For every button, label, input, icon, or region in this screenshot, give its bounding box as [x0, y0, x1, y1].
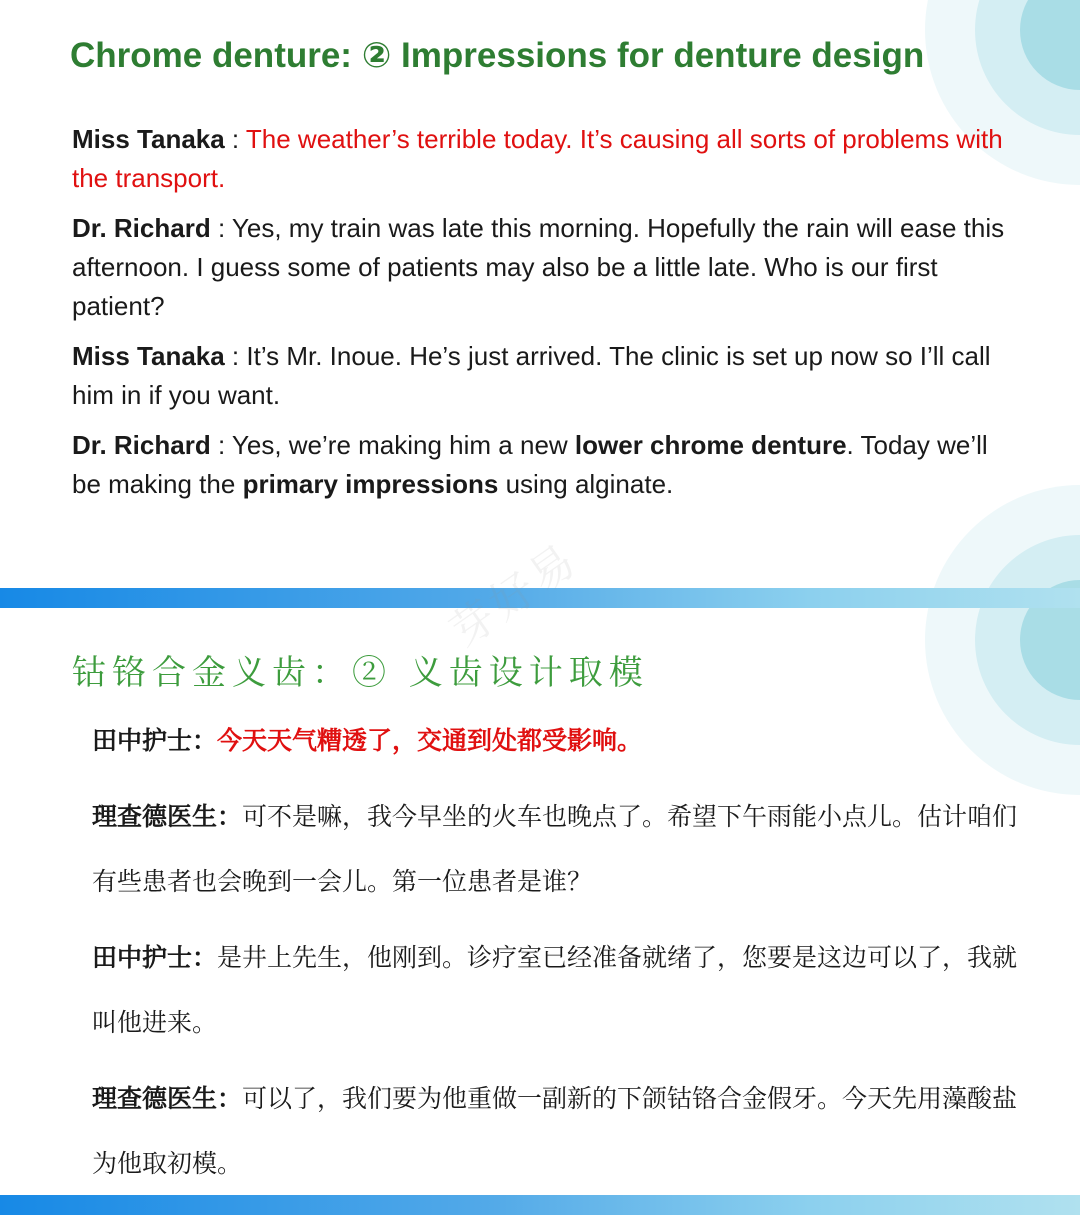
watermark: 芽好易 [440, 533, 589, 658]
speaker-separator: : [224, 341, 247, 371]
dialogue-line [92, 708, 1037, 773]
dialogue-text: It’s Mr. Inoue. He’s just arrived. The clinic is set up now so I’ll call him in if you want. [72, 341, 991, 410]
dialogue-line [92, 1066, 1037, 1196]
speaker-separator: : [224, 124, 246, 154]
speaker-name: 田中护士： [92, 943, 218, 972]
chinese-title: 钴铬合金义齿：② 义齿设计取模 [72, 653, 649, 693]
dialogue-text: 今天天气糟透了，交通到处都受影响。 [217, 726, 643, 755]
dialogue-line [72, 337, 1012, 415]
speaker-name: 理查德医生： [92, 802, 243, 831]
divider-band-bottom [0, 1195, 1080, 1215]
dialogue-line [72, 426, 1012, 504]
dialogue-line [92, 925, 1037, 1055]
speaker-separator: : [210, 430, 232, 460]
dialogue-text: The weather’s terrible today. It’s causing all sorts of problems with the transport. [72, 124, 1003, 193]
dialogue-text: . Today we’ll be making the [72, 430, 988, 499]
dialogue-text: 可以了，我们要为他重做一副新的下颌钴铬合金假牙。今天先用藻酸盐为他取初模。 [92, 1084, 1018, 1178]
speaker-name: 田中护士： [92, 726, 218, 755]
dialogue-text: Yes, my train was late this morning. Hopefully the rain will ease this afternoon. I guess some of patients may also be a little late. Who is our first patient? [72, 213, 1005, 321]
key-term: primary impressions [242, 469, 499, 499]
speaker-name: Miss Tanaka [72, 341, 225, 371]
speaker-name: 理查德医生： [92, 1084, 243, 1113]
dialogue-text: 可不是嘛，我今早坐的火车也晚点了。希望下午雨能小点儿。估计咱们有些患者也会晚到一会儿。第一位患者是谁？ [92, 802, 1018, 896]
speaker-name: Dr. Richard [72, 430, 211, 460]
dialogue-text: Yes, we’re making him a new [231, 430, 575, 460]
dialogue-line [92, 784, 1037, 914]
dialogue-line [72, 120, 1012, 198]
dialogue-line [72, 209, 1012, 326]
dialogue-text: using alginate. [498, 469, 674, 499]
dialogue-text: 是井上先生，他刚到。诊疗室已经准备就绪了，您要是这边可以了，我就叫他进来。 [92, 943, 1018, 1037]
chinese-dialogue [92, 708, 1037, 1207]
key-term: lower chrome denture [574, 430, 847, 460]
speaker-name: Dr. Richard [72, 213, 211, 243]
speaker-separator: : [210, 213, 232, 243]
speaker-name: Miss Tanaka [72, 124, 225, 154]
english-title: Chrome denture: ② Impressions for denture design [70, 36, 925, 75]
english-dialogue [72, 120, 1012, 515]
